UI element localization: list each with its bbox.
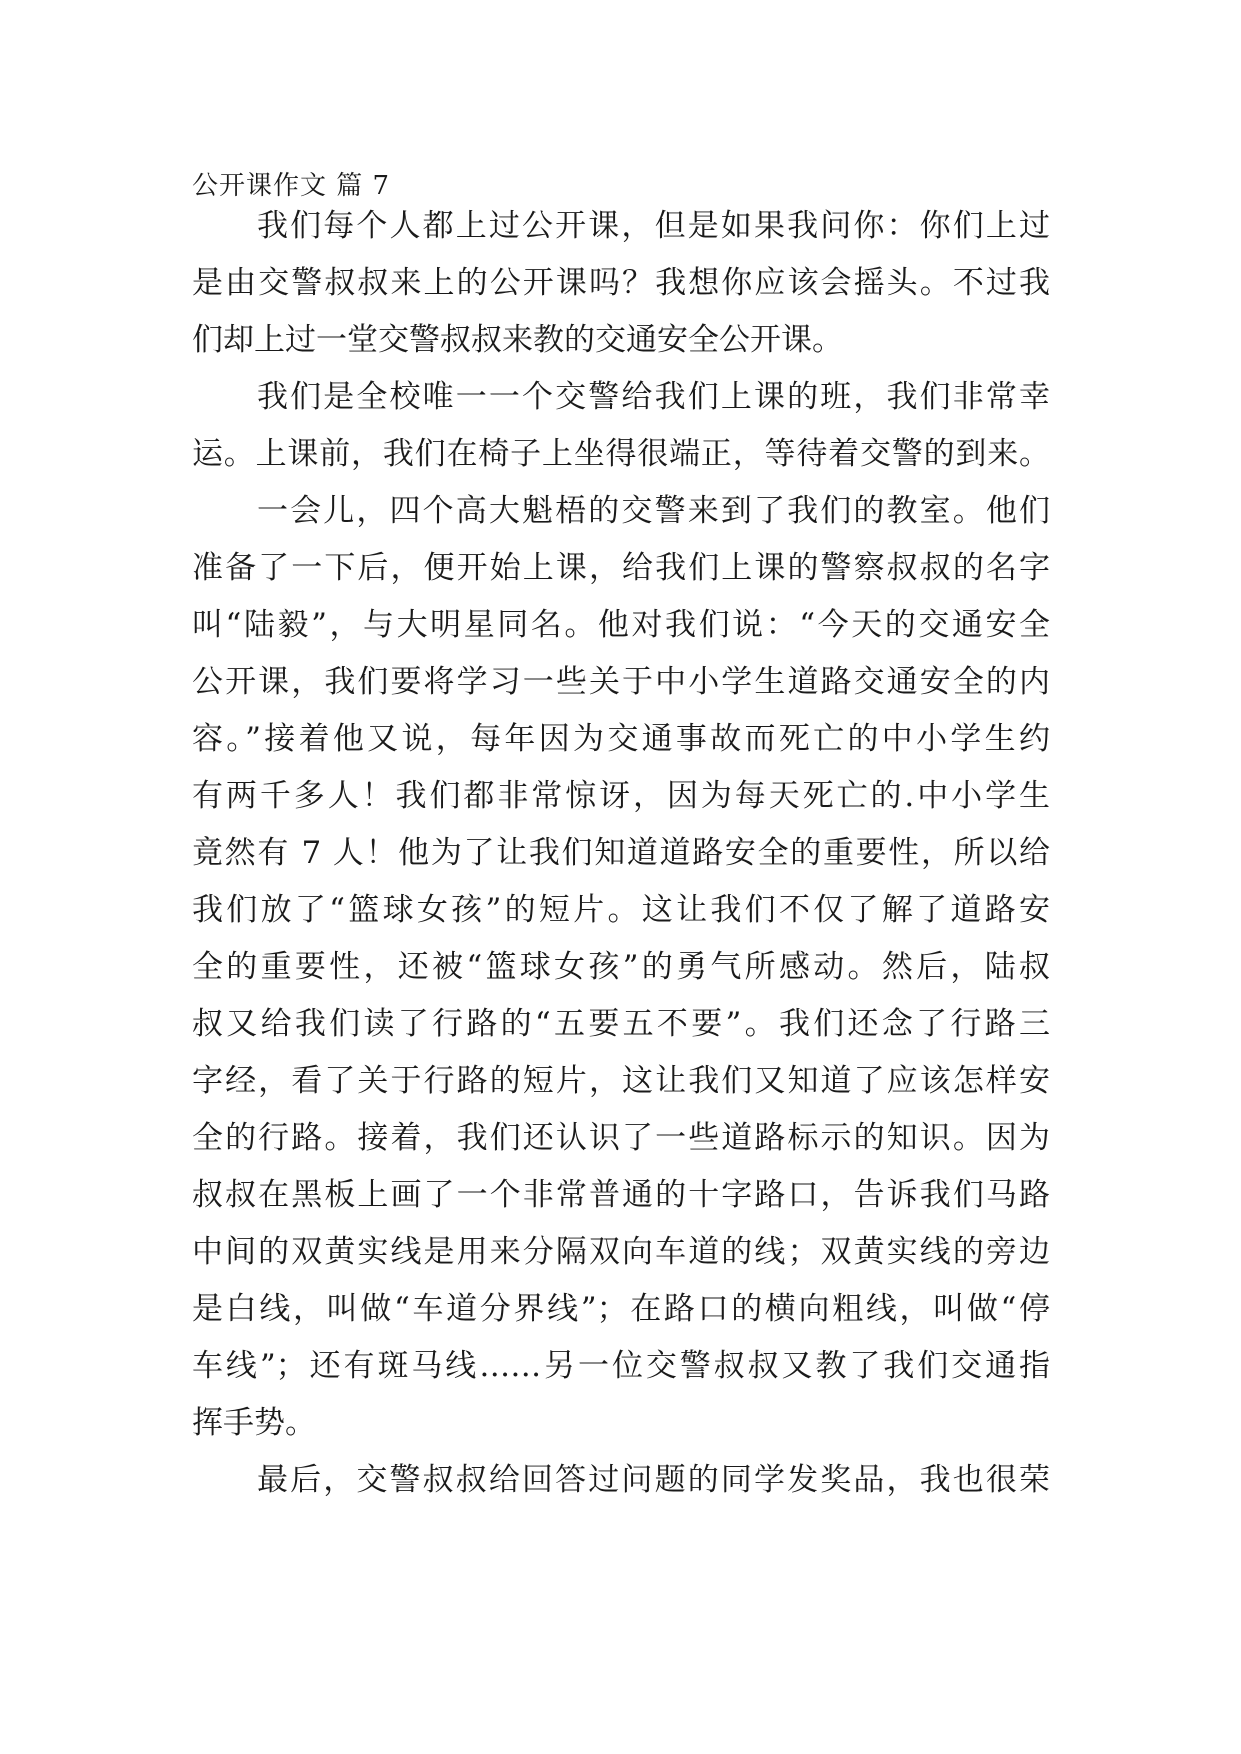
paragraph-3-line-3: 叫“陆毅”，与大明星同名。他对我们说：“今天的交通安全 xyxy=(192,607,1050,643)
paragraph-3-line-4: 公开课，我们要将学习一些关于中小学生道路交通安全的内 xyxy=(192,664,1050,700)
document-title: 公开课作文 篇 7 xyxy=(192,171,391,201)
paragraph-1-line-2: 是由交警叔叔来上的公开课吗？我想你应该会摇头。不过我 xyxy=(192,265,1050,301)
paragraph-1-line-1: 我们每个人都上过公开课，但是如果我问你：你们上过 xyxy=(257,208,1050,244)
paragraph-3-line-8: 我们放了“篮球女孩”的短片。这让我们不仅了解了道路安 xyxy=(192,892,1050,928)
paragraph-1-line-3: 们却上过一堂交警叔叔来教的交通安全公开课。 xyxy=(192,322,843,358)
paragraph-3-line-12: 全的行路。接着，我们还认识了一些道路标示的知识。因为 xyxy=(192,1120,1050,1156)
paragraph-3-line-14: 中间的双黄实线是用来分隔双向车道的线；双黄实线的旁边 xyxy=(192,1234,1050,1270)
paragraph-3-line-5: 容。”接着他又说，每年因为交通事故而死亡的中小学生约 xyxy=(192,721,1050,757)
paragraph-3-line-17: 挥手势。 xyxy=(192,1405,316,1441)
paragraph-2-line-2: 运。上课前，我们在椅子上坐得很端正，等待着交警的到来。 xyxy=(192,436,1050,472)
paragraph-3-line-1: 一会儿，四个高大魁梧的交警来到了我们的教室。他们 xyxy=(257,493,1050,529)
paragraph-3-line-7: 竟然有 7 人！他为了让我们知道道路安全的重要性，所以给 xyxy=(192,835,1050,871)
paragraph-3-line-2: 准备了一下后，便开始上课，给我们上课的警察叔叔的名字 xyxy=(192,550,1050,586)
paragraph-3-line-10: 叔又给我们读了行路的“五要五不要”。我们还念了行路三 xyxy=(192,1006,1050,1042)
paragraph-4-line-1: 最后，交警叔叔给回答过问题的同学发奖品，我也很荣 xyxy=(257,1462,1050,1498)
paragraph-3-line-9: 全的重要性，还被“篮球女孩”的勇气所感动。然后，陆叔 xyxy=(192,949,1050,985)
paragraph-2-line-1: 我们是全校唯一一个交警给我们上课的班，我们非常幸 xyxy=(257,379,1050,415)
paragraph-3-line-15: 是白线，叫做“车道分界线”；在路口的横向粗线，叫做“停 xyxy=(192,1291,1050,1327)
paragraph-3-line-6: 有两千多人！我们都非常惊讶，因为每天死亡的.中小学生 xyxy=(192,778,1050,814)
paragraph-3-line-13: 叔叔在黑板上画了一个非常普通的十字路口，告诉我们马路 xyxy=(192,1177,1050,1213)
paragraph-3-line-11: 字经，看了关于行路的短片，这让我们又知道了应该怎样安 xyxy=(192,1063,1050,1099)
paragraph-3-line-16: 车线”；还有斑马线……另一位交警叔叔又教了我们交通指 xyxy=(192,1348,1050,1384)
